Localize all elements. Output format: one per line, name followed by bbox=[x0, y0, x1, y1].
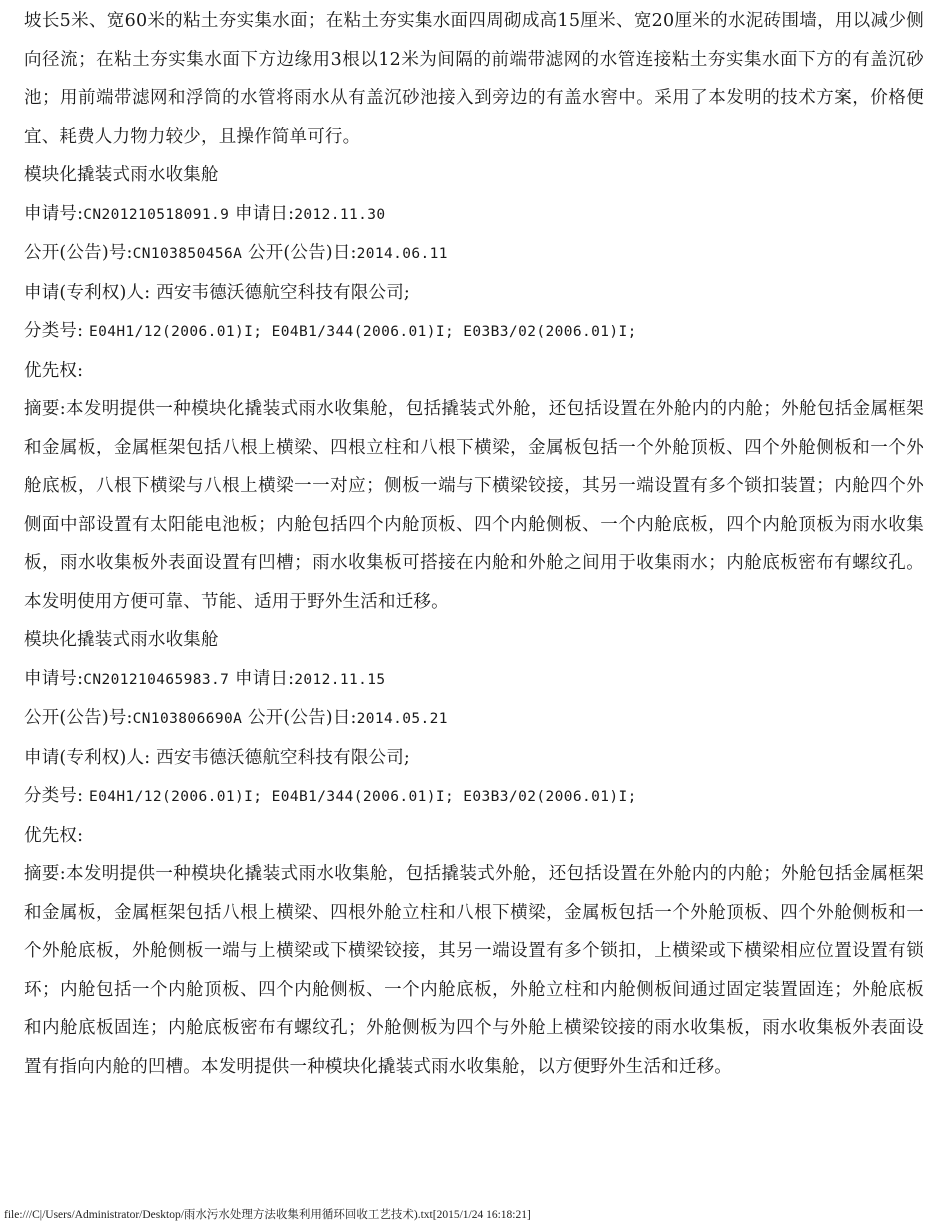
priority-line: 优先权: bbox=[24, 825, 84, 846]
application-line bbox=[24, 195, 924, 235]
applicant-label: 申请(专利权)人: bbox=[24, 747, 151, 768]
record-title: 模块化撬装式雨水收集舱 bbox=[24, 630, 219, 650]
publication-number: CN103806690A bbox=[132, 711, 243, 727]
intro-paragraph: 坡长5米、宽60米的粘土夯实集水面；在粘土夯实集水面四周砌成高15厘米、宽20厘米的水泥砖围墙，用以减少侧向径流；在粘土夯实集水面下方边缘用3根以12米为间隔的前端带滤网的水管连接粘土夯实集水面下方的有盖沉砂池；用前端带滤网和浮筒的水管将雨水从有盖沉砂池接入到旁边的有盖水窖中。采用了本发明的技术方案，价格便宜、耗费人力物力较少，且操作简单可行。 bbox=[24, 11, 924, 147]
applicant-label: 申请(专利权)人: bbox=[24, 282, 151, 303]
publication-line bbox=[24, 234, 924, 274]
publication-label: 公开(公告)号: bbox=[24, 243, 133, 263]
publication-line bbox=[24, 699, 924, 739]
classification-label: 分类号: bbox=[24, 321, 84, 341]
applicant-name: 西安韦德沃德航空科技有限公司; bbox=[156, 282, 411, 303]
application-line bbox=[24, 660, 924, 700]
application-date-label: 申请日: bbox=[235, 203, 295, 224]
application-date: 2012.11.15 bbox=[294, 671, 386, 688]
document-body bbox=[24, 0, 924, 1086]
classification-label: 分类号: bbox=[24, 786, 84, 806]
abstract-paragraph: 摘要:本发明提供一种模块化撬装式雨水收集舱，包括撬装式外舱，还包括设置在外舱内的内舱；外舱包括金属框架和金属板，金属框架包括八根上横梁、四根立柱和八根下横梁，金属板包括一个外舱顶板、四个外舱侧板和一个外舱底板，八根下横梁与八根上横梁一一对应；侧板一端与下横梁铰接，其另一端设置有多个锁扣装置；内舱四个外侧面中部设置有太阳能电池板；内舱包括四个内舱顶板、四个内舱侧板、一个内舱底板，四个内舱顶板为雨水收集板，雨水收集板外表面设置有凹槽；雨水收集板可搭接在内舱和外舱之间用于收集雨水；内舱底板密布有螺纹孔。本发明使用方便可靠、节能、适用于野外生活和迁移。 bbox=[24, 399, 924, 612]
classification-codes: E04H1/12(2006.01)I; E04B1/344(2006.01)I; E03B3/02(2006.01)I; bbox=[88, 324, 637, 340]
classification-line bbox=[24, 777, 924, 817]
application-number: CN201210518091.9 bbox=[83, 206, 230, 223]
publication-date: 2014.05.21 bbox=[356, 711, 448, 727]
classification-line bbox=[24, 312, 924, 352]
abstract-paragraph: 摘要:本发明提供一种模块化撬装式雨水收集舱，包括撬装式外舱，还包括设置在外舱内的内舱；外舱包括金属框架和金属板，金属框架包括八根上横梁、四根外舱立柱和八根下横梁，金属板包括一个外舱顶板、四个外舱侧板和一个外舱底板，外舱侧板一端与上横梁或下横梁铰接，其另一端设置有多个锁扣，上横梁或下横梁相应位置设置有锁环；内舱包括一个内舱顶板、四个内舱侧板、一个内舱底板，外舱立柱和内舱侧板间通过固定装置固连；外舱底板和内舱底板固连；内舱底板密布有螺纹孔；外舱侧板为四个与外舱上横梁铰接的雨水收集板，雨水收集板外表面设置有指向内舱的凹槽。本发明提供一种模块化撬装式雨水收集舱，以方便野外生活和迁移。 bbox=[24, 864, 924, 1077]
classification-codes: E04H1/12(2006.01)I; E04B1/344(2006.01)I; E03B3/02(2006.01)I; bbox=[88, 789, 637, 805]
applicant-line bbox=[24, 274, 924, 313]
application-date-label: 申请日: bbox=[235, 668, 295, 689]
publication-label: 公开(公告)号: bbox=[24, 708, 133, 728]
application-number: CN201210465983.7 bbox=[83, 671, 230, 688]
applicant-name: 西安韦德沃德航空科技有限公司; bbox=[156, 747, 411, 768]
application-label: 申请号: bbox=[24, 203, 84, 224]
application-date: 2012.11.30 bbox=[294, 206, 386, 223]
patent-record bbox=[24, 156, 924, 621]
publication-date: 2014.06.11 bbox=[356, 246, 448, 262]
record-title: 模块化撬装式雨水收集舱 bbox=[24, 165, 219, 185]
file-path-footer: file:///C|/Users/Administrator/Desktop/雨水污水处理方法收集利用循环回收工艺技术).txt[2015/1/24 16:18:21] bbox=[4, 1209, 531, 1221]
priority-line: 优先权: bbox=[24, 360, 84, 381]
publication-date-label: 公开(公告)日: bbox=[247, 243, 357, 263]
patent-record bbox=[24, 621, 924, 1086]
application-label: 申请号: bbox=[24, 668, 84, 689]
publication-number: CN103850456A bbox=[132, 246, 243, 262]
applicant-line bbox=[24, 739, 924, 778]
publication-date-label: 公开(公告)日: bbox=[247, 708, 357, 728]
